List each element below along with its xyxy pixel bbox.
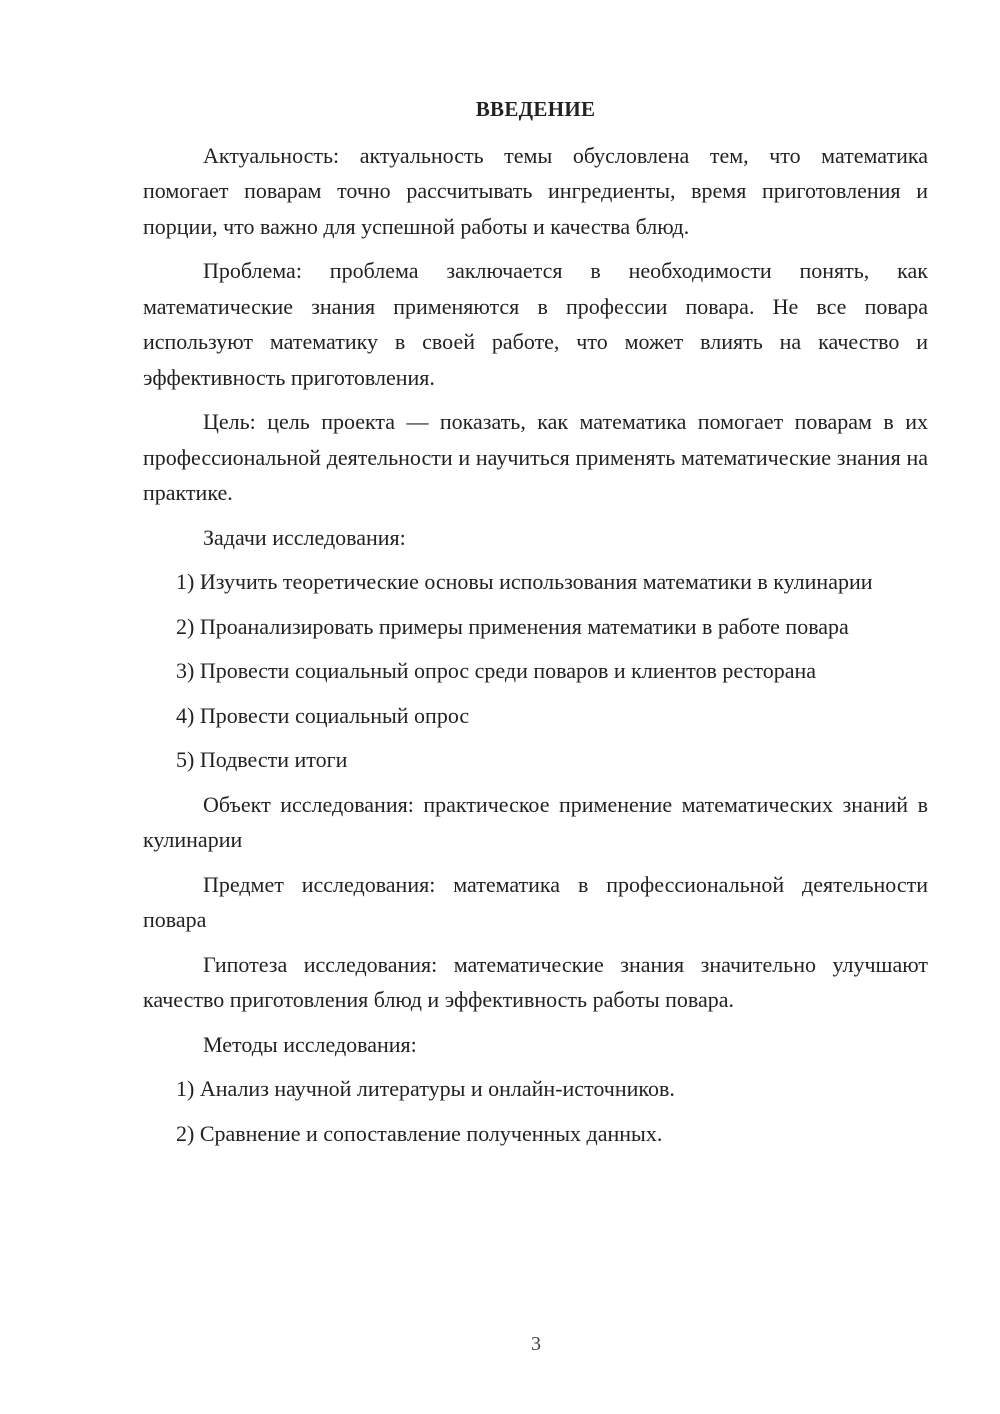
problem-paragraph: Проблема: проблема заключается в необходимости понять, как математические знания применяются в профессии повара. Не все повара используют математику в своей работе, что может влиять на качество и эффективность приготовления. [143,258,928,390]
subject-paragraph: Предмет исследования: математика в профессиональной деятельности повара [143,871,928,932]
goal-paragraph: Цель: цель проекта — показать, как математика помогает поварам в их профессиональной деятельности и научиться применять математические знания на практике. [143,409,928,505]
document-page [143,92,928,1160]
methods-heading: Методы исследования: [203,1031,417,1057]
tasks-heading: Задачи исследования: [203,524,406,550]
relevance-paragraph: Актуальность: актуальность темы обусловлена тем, что математика помогает поварам точно рассчитывать ингредиенты, время приготовления и порции, что важно для успешной работы и качества блюд. [143,142,928,239]
section-title: ВВЕДЕНИЕ [475,97,596,121]
task-item: 3) Провести социальный опрос среди поваров и клиентов ресторана [176,658,817,683]
page-number: 3 [531,1333,541,1355]
task-item: 4) Провести социальный опрос [176,702,470,728]
method-item: 2) Сравнение и сопоставление полученных данных. [176,1120,663,1146]
hypothesis-paragraph: Гипотеза исследования: математические знания значительно улучшают качество приготовления блюд и эффективность работы повара. [143,951,928,1012]
task-item: 5) Подвести итоги [176,747,348,772]
task-item: 1) Изучить теоретические основы использования математики в кулинарии [176,569,873,594]
method-item: 1) Анализ научной литературы и онлайн-источников. [176,1076,675,1101]
task-item: 2) Проанализировать примеры применения математики в работе повара [176,613,849,639]
object-paragraph: Объект исследования: практическое применение математических знаний в кулинарии [143,791,928,852]
